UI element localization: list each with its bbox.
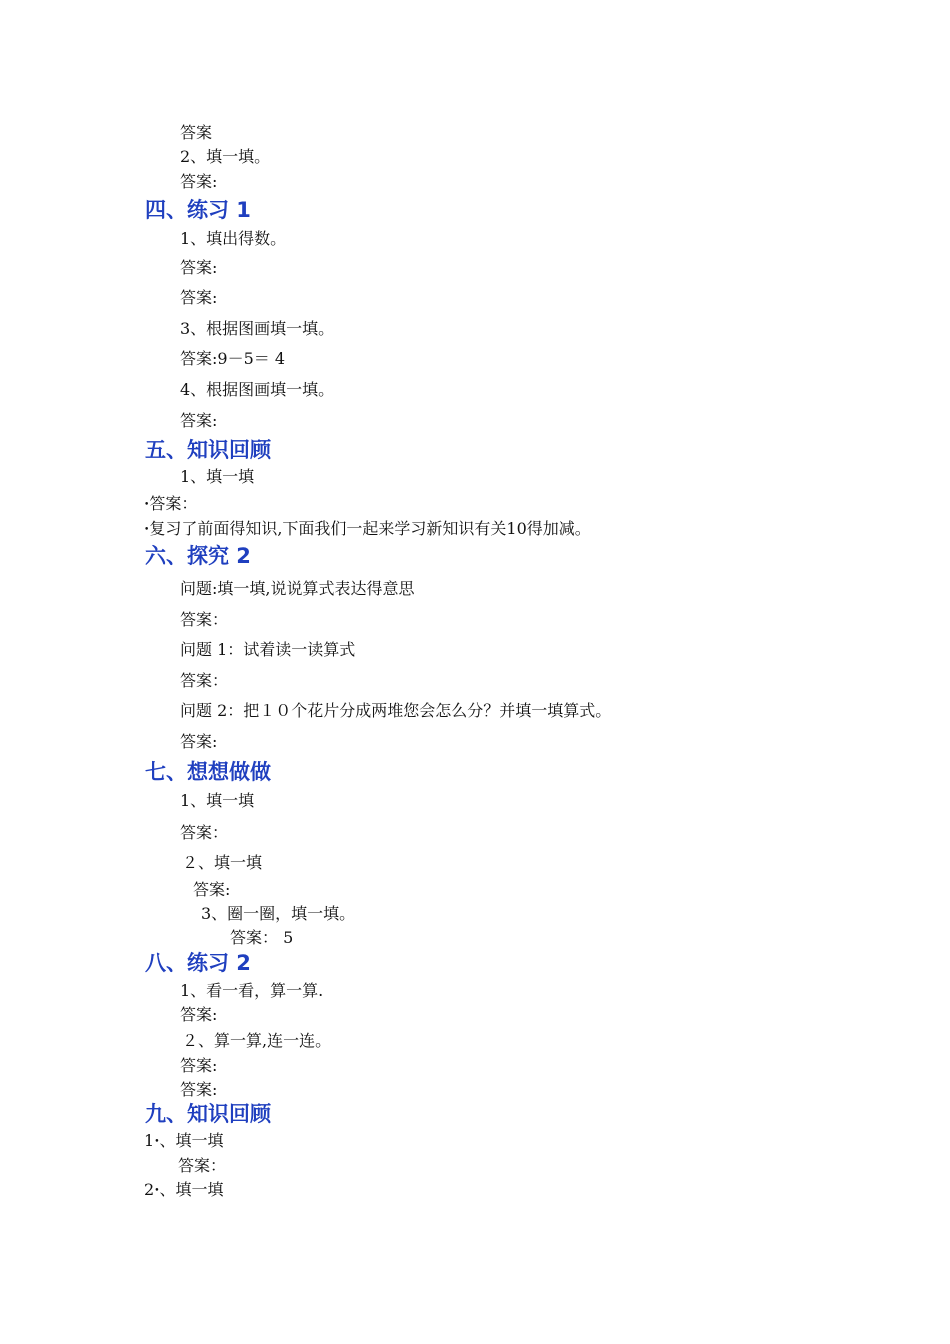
paragraph-text: 复习了前面得知识,下面我们一起来学习新知识有关10得加减。 [149, 519, 591, 538]
section-heading: 九、知识回顾 [145, 1102, 271, 1126]
question-line: ２、算一算,连一连。 [182, 1031, 332, 1050]
answer-line: 答案: [180, 258, 218, 277]
bullet-icon: • [154, 1137, 160, 1147]
question-line: 问题 1：试着读一读算式 [180, 640, 356, 659]
answer-line: 答案： [178, 1156, 227, 1175]
question-line: 1、填一填 [180, 791, 255, 810]
question-line [144, 1131, 224, 1152]
section-heading: 六、探究 2 [145, 544, 251, 568]
answer-line: 答案: [180, 732, 218, 751]
paragraph-line [144, 519, 591, 540]
question-line [144, 1180, 224, 1201]
question-line: 1、填出得数。 [180, 229, 287, 248]
question-line: 1、看一看，算一算. [180, 981, 324, 1000]
answer-line: 答案: [180, 288, 218, 307]
section-heading: 八、练习 2 [145, 951, 251, 975]
answer-line: 答案: [180, 1005, 218, 1024]
question-line: 1、填一填 [180, 467, 255, 486]
answer-line: 答案： [180, 671, 229, 690]
answer-line: 答案： [180, 610, 229, 629]
answer-line: 答案: [180, 1080, 218, 1099]
question-line: 4、根据图画填一填。 [180, 380, 335, 399]
answer-line: 答案: [180, 411, 218, 430]
answer-line: 答案: [193, 880, 231, 899]
section-heading: 五、知识回顾 [145, 438, 271, 462]
question-line: ２、填一填 [182, 853, 263, 872]
bullet-icon: • [144, 500, 150, 510]
answer-line [144, 494, 197, 515]
question-line: 3、根据图画填一填。 [180, 319, 335, 338]
answer-line: 答案: [180, 172, 218, 191]
answer-line: 答案: [180, 1056, 218, 1075]
question-line: 3、圈一圈，填一填。 [201, 904, 356, 923]
section-heading: 七、想想做做 [145, 760, 271, 784]
question-number: 1 [144, 1131, 155, 1150]
answer-line: 答案： [180, 823, 229, 842]
answer-line: 答案： 5 [230, 928, 294, 947]
answer-line: 答案:9－5＝ 4 [180, 349, 286, 368]
section-heading: 四、练习 1 [145, 198, 251, 222]
question-text: 、填一填 [159, 1180, 224, 1199]
question-line: 问题:填一填,说说算式表达得意思 [180, 579, 415, 598]
bullet-icon: • [144, 525, 150, 535]
question-line: 2、填一填。 [180, 147, 271, 166]
question-number: 2 [144, 1180, 155, 1199]
question-line: 问题 2：把１０个花片分成两堆您会怎么分？并填一填算式。 [180, 701, 612, 720]
answer-label: 答案： [149, 494, 198, 513]
answer-line: 答案 [180, 123, 213, 142]
question-text: 、填一填 [159, 1131, 224, 1150]
bullet-icon: • [154, 1186, 160, 1196]
